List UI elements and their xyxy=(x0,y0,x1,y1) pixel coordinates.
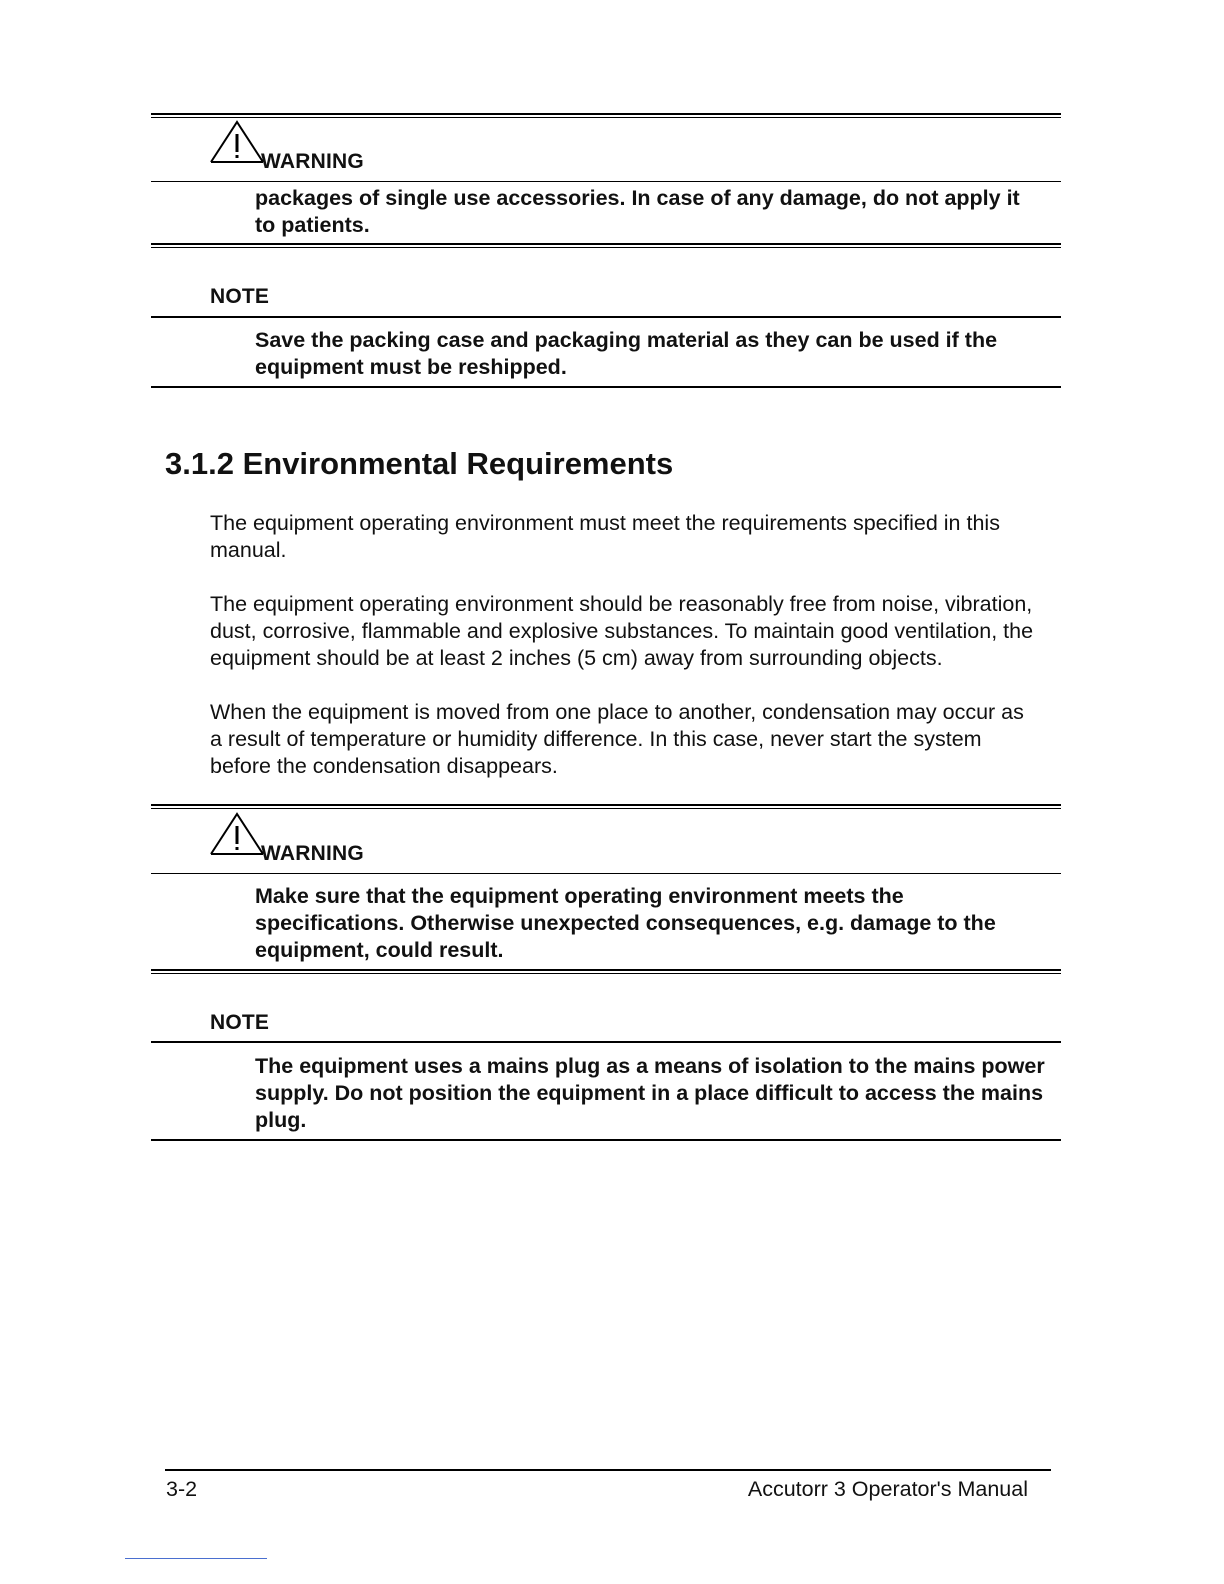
footer-rule xyxy=(165,1469,1051,1471)
warning-top-rule xyxy=(151,804,1061,809)
warning-text: packages of single use accessories. In case of any damage, do not apply it to patients. xyxy=(255,186,1020,237)
note-bottom-rule xyxy=(151,386,1061,388)
page-number: 3-2 xyxy=(166,1477,198,1501)
note-text: Save the packing case and packaging material as they can be used if the equipment must be reshipped. xyxy=(255,328,998,379)
note-divider xyxy=(151,1041,1061,1043)
warning-triangle-icon xyxy=(209,120,265,166)
note-text: The equipment uses a mains plug as a means of isolation to the mains power supply. Do not position the equipment in a place difficult to access the mains plug. xyxy=(255,1054,1045,1132)
paragraph: The equipment operating environment should be reasonably free from noise, vibration, dust, corrosive, flammable and explosive substances. To maintain good ventilation, the equipment should be at least 2 inches (5 cm) away from surrounding objects. xyxy=(210,592,1034,670)
warning-divider xyxy=(151,181,1061,182)
warning-divider xyxy=(151,873,1061,874)
note-title: NOTE xyxy=(210,1011,270,1034)
section-heading xyxy=(165,446,673,482)
warning-title: WARNING xyxy=(261,842,364,865)
paragraph: When the equipment is moved from one place to another, condensation may occur as a result of temperature or humidity difference. In this case, never start the system before the condensation disappears. xyxy=(210,700,1024,778)
note-divider xyxy=(151,316,1061,318)
section-title: Environmental Requirements xyxy=(242,446,674,481)
bottom-link-underline xyxy=(125,1558,267,1559)
note-title: NOTE xyxy=(210,285,270,308)
warning-bottom-rule xyxy=(151,969,1061,974)
section-number: 3.1.2 xyxy=(165,446,234,481)
warning-text: Make sure that the equipment operating environment meets the specifications. Otherwise unexpected consequences, e.g. damage to the equipment, could result. xyxy=(255,884,996,962)
warning-top-rule xyxy=(151,113,1061,118)
warning-bottom-rule xyxy=(151,243,1061,248)
note-bottom-rule xyxy=(151,1139,1061,1141)
paragraph: The equipment operating environment must meet the requirements specified in this manual. xyxy=(210,511,1000,562)
warning-title: WARNING xyxy=(261,150,364,173)
manual-title: Accutorr 3 Operator's Manual xyxy=(747,1477,1028,1501)
warning-triangle-icon xyxy=(209,812,265,858)
